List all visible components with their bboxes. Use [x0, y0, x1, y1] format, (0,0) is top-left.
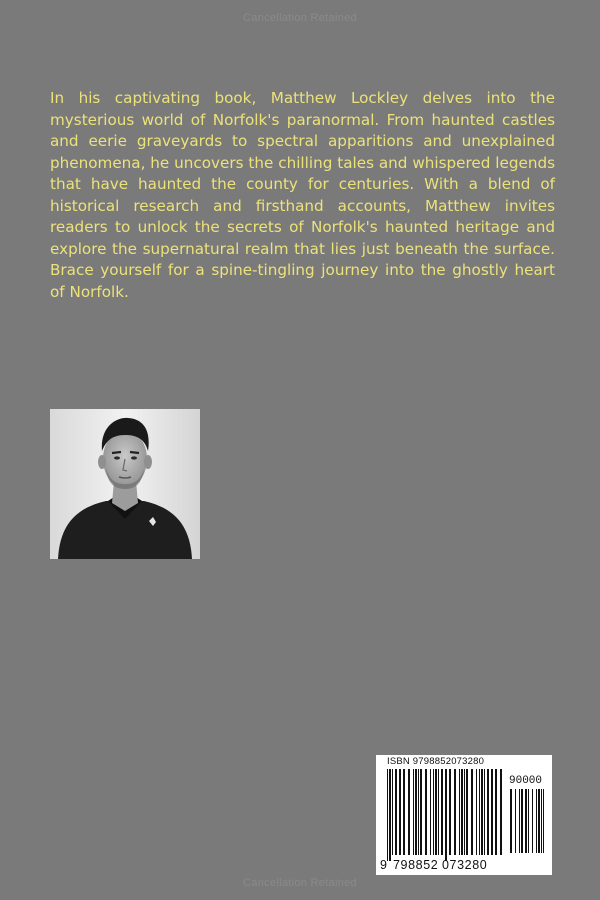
barcode-bar — [510, 789, 512, 853]
barcode-bar — [418, 769, 419, 855]
barcode-digit-group-2: 073280 — [442, 858, 488, 872]
barcode-bar — [449, 769, 451, 855]
barcode-bar — [466, 769, 468, 855]
barcode-bar — [495, 769, 497, 855]
barcode-digit-group-1: 798852 — [393, 858, 439, 872]
barcode-bar — [408, 769, 410, 855]
price-code: 90000 — [509, 775, 543, 787]
barcode-bar — [541, 789, 542, 853]
barcode-bar — [536, 789, 537, 853]
barcode-bar — [403, 769, 405, 855]
barcode-bar — [454, 769, 456, 855]
barcode-bar — [521, 789, 523, 853]
barcode-bar — [399, 769, 401, 855]
barcode-bar — [445, 769, 447, 861]
isbn-label: ISBN 9798852073280 — [387, 756, 485, 767]
barcode-panel — [376, 755, 552, 875]
barcode-bar — [464, 769, 465, 855]
barcode-bar — [532, 789, 533, 853]
barcode-bar — [538, 789, 540, 853]
barcode-bar — [441, 769, 443, 855]
barcode-bar — [387, 769, 388, 861]
barcode-bar — [425, 769, 427, 855]
barcode-bar — [420, 769, 422, 855]
barcode-bar — [413, 769, 414, 855]
barcode-bar — [519, 789, 520, 853]
barcode-bar — [471, 769, 473, 855]
barcode-bar — [389, 769, 391, 861]
barcode-bar — [392, 769, 393, 855]
barcode-bar — [528, 789, 529, 853]
barcode-bar — [459, 769, 460, 855]
barcode-bar — [395, 769, 397, 855]
barcode-bar — [415, 769, 417, 855]
watermark-bottom: Cancellation Retained — [243, 877, 357, 889]
barcode-bar — [479, 769, 480, 855]
ean-barcode — [376, 755, 552, 875]
barcode-bar — [476, 769, 477, 855]
barcode-bar — [543, 789, 544, 853]
barcode-bar — [484, 769, 485, 855]
barcode-bar — [500, 769, 502, 855]
back-cover-blurb: In his captivating book, Matthew Lockley delves into the mysterious world of Norfolk's paranormal. From haunted castles and eerie graveyards to spectral apparitions and unexplained phenomena, he uncovers the chilling tales and whispered legends that have haunted the county for centuries. With a blend of historical research and firsthand accounts, Matthew invites readers to unlock the secrets of Norfolk's haunted heritage and explore the supernatural realm that lies just beneath the surface. Brace yourself for a spine-tingling journey into the ghostly heart of Norfolk. — [50, 89, 555, 301]
barcode-bar — [487, 769, 489, 855]
barcode-bar — [515, 789, 516, 853]
barcode-digit-first: 9 — [380, 858, 387, 872]
barcode-bar — [433, 769, 434, 855]
barcode-bar — [435, 769, 437, 855]
author-portrait-image — [50, 409, 200, 559]
barcode-bar — [481, 769, 483, 855]
barcode-bar — [438, 769, 439, 855]
barcode-bar — [430, 769, 431, 855]
author-photo — [50, 409, 200, 559]
barcode-bar — [461, 769, 463, 855]
barcode-bar — [525, 789, 527, 853]
watermark-top: Cancellation Retained — [243, 12, 357, 24]
barcode-bar — [491, 769, 493, 855]
